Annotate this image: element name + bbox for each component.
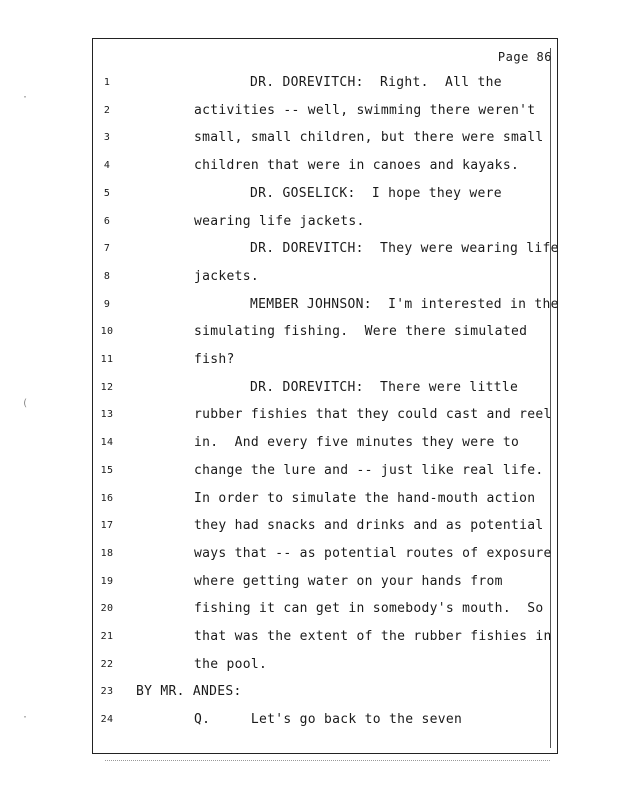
- transcript-line: [0, 629, 618, 649]
- line-number: 5: [103, 187, 111, 199]
- transcript-line: [0, 407, 618, 427]
- line-number: 23: [100, 686, 114, 698]
- line-number: 19: [100, 575, 114, 587]
- transcript-line: [0, 130, 618, 150]
- line-text: DR. DOREVITCH: They were wearing life: [250, 241, 559, 257]
- line-text: In order to simulate the hand-mouth action: [194, 490, 536, 506]
- transcript-line: [0, 352, 618, 372]
- line-text: the pool.: [194, 656, 268, 672]
- line-text: DR. DOREVITCH: There were little: [250, 379, 519, 395]
- transcript-line: [0, 657, 618, 677]
- line-text: that was the extent of the rubber fishies in: [194, 629, 552, 644]
- line-number: 18: [100, 547, 114, 559]
- line-number: 8: [103, 270, 111, 282]
- line-number: 14: [100, 437, 114, 449]
- line-number: 7: [103, 243, 111, 255]
- line-text: fishing it can get in somebody's mouth. So: [194, 601, 544, 617]
- line-text: DR. GOSELICK: I hope they were: [250, 185, 502, 201]
- transcript-line: [0, 186, 618, 206]
- line-number: 10: [100, 326, 114, 338]
- transcript-line: [0, 518, 618, 538]
- line-number: 15: [100, 464, 114, 476]
- line-number: 21: [100, 631, 114, 642]
- transcript-line: [0, 324, 618, 344]
- line-text: MEMBER JOHNSON: I'm interested in the: [250, 296, 559, 312]
- line-number: 17: [100, 520, 114, 532]
- transcript-line: [0, 158, 618, 178]
- transcript-line: [0, 491, 618, 511]
- line-number: 4: [103, 160, 111, 172]
- transcript-line: [0, 574, 618, 594]
- line-text: jackets.: [194, 268, 260, 284]
- line-text: fish?: [194, 352, 235, 367]
- line-number: 3: [103, 132, 111, 144]
- transcript-line: [0, 241, 618, 261]
- line-text: they had snacks and drinks and as potential: [194, 518, 544, 534]
- line-text: activities -- well, swimming there weren't: [194, 102, 536, 118]
- line-number: 13: [100, 409, 114, 421]
- line-text: wearing life jackets.: [194, 213, 365, 229]
- page-number: Page 86: [497, 50, 552, 64]
- transcript-line: [0, 463, 618, 483]
- line-text: rubber fishies that they could cast and reel: [194, 407, 552, 423]
- line-text: in. And every five minutes they were to: [194, 435, 520, 451]
- line-text: children that were in canoes and kayaks.: [194, 158, 520, 174]
- line-number: 22: [100, 658, 114, 670]
- transcript-line: [0, 103, 618, 123]
- transcript-line: [0, 684, 618, 704]
- transcript-line: [0, 269, 618, 289]
- line-number: 6: [103, 215, 111, 227]
- margin-mark: (: [22, 398, 29, 409]
- line-number: 1: [103, 77, 111, 88]
- transcript-line: [0, 214, 618, 234]
- line-number: 20: [100, 603, 114, 615]
- line-number: 11: [100, 354, 114, 365]
- line-text: BY MR. ANDES:: [136, 684, 242, 700]
- line-number: 16: [100, 492, 114, 504]
- transcript-line: [0, 297, 618, 317]
- line-text: small, small children, but there were small: [194, 130, 544, 146]
- line-number: 9: [103, 298, 111, 310]
- line-text: change the lure and -- just like real life.: [194, 462, 544, 478]
- line-text: simulating fishing. Were there simulated: [194, 324, 528, 340]
- scan-footer-noise: [105, 760, 550, 765]
- line-text: DR. DOREVITCH: Right. All the: [250, 75, 502, 90]
- line-number: 12: [100, 381, 114, 393]
- line-number: 2: [103, 104, 111, 116]
- transcript-line: [0, 601, 618, 621]
- transcript-line: [0, 380, 618, 400]
- margin-mark: ·: [22, 92, 29, 103]
- line-number: 24: [100, 714, 114, 726]
- line-text: ways that -- as potential routes of exposure: [194, 545, 552, 561]
- margin-mark: ·: [22, 712, 29, 723]
- transcript-line: [0, 712, 618, 732]
- line-text: Q. Let's go back to the seven: [194, 712, 463, 728]
- transcript-line: [0, 435, 618, 455]
- transcript-line: [0, 546, 618, 566]
- line-text: where getting water on your hands from: [194, 573, 503, 589]
- transcript-line: [0, 75, 618, 95]
